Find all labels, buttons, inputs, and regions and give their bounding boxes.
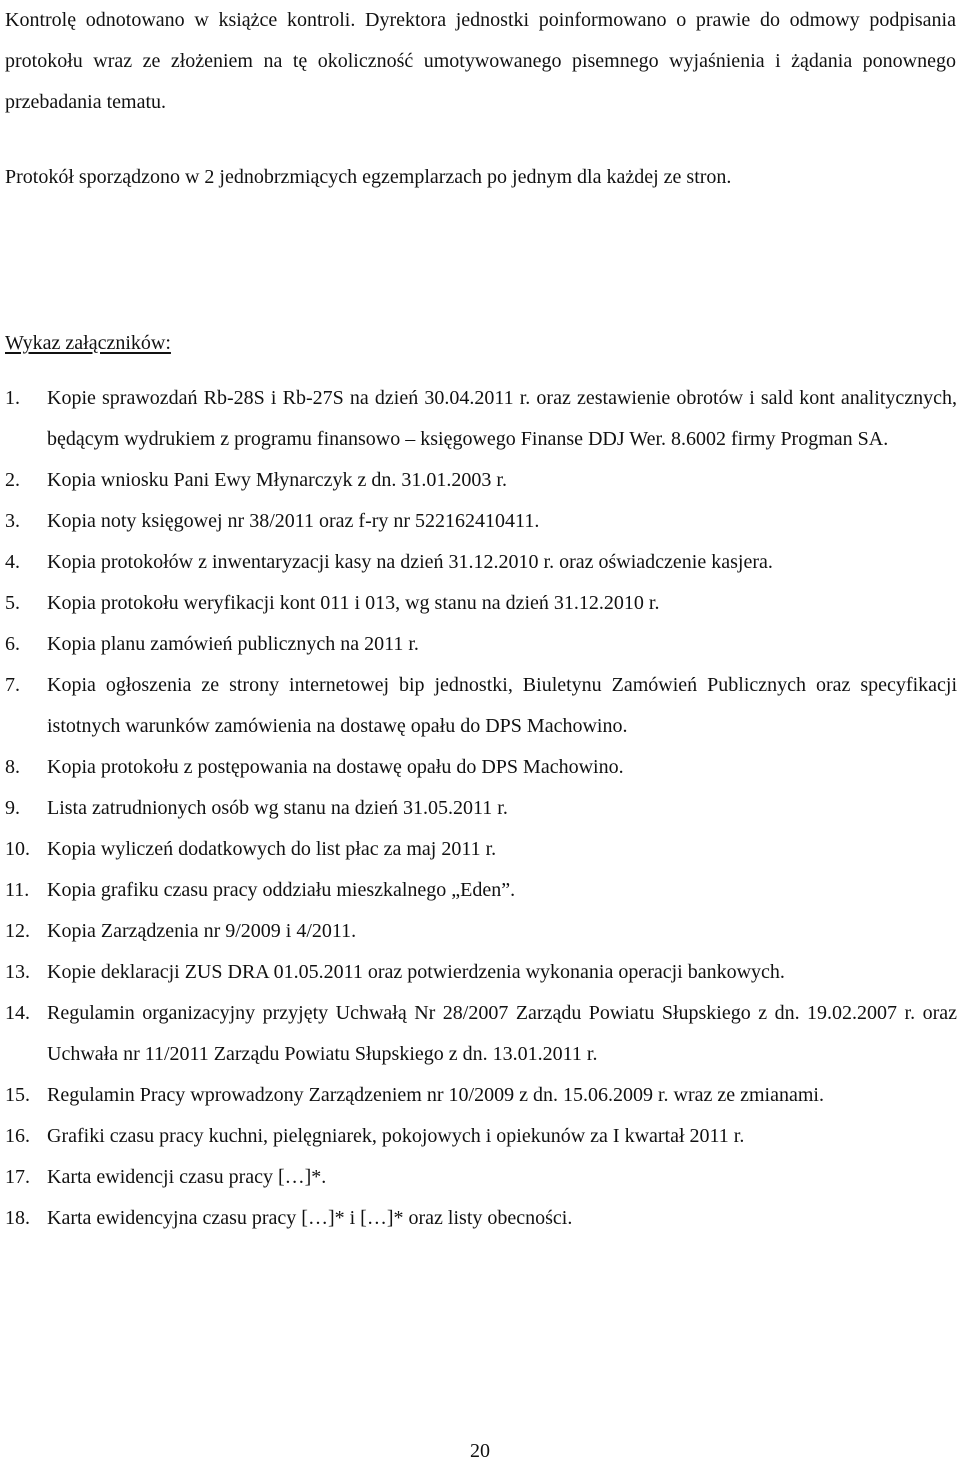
page-number: 20 bbox=[470, 1440, 490, 1462]
list-item-text: Regulamin Pracy wprowadzony Zarządzeniem nr 10/2009 z dn. 15.06.2009 r. wraz ze zmianami. bbox=[47, 1084, 824, 1106]
intro-paragraph: Kontrolę odnotowano w książce kontroli. Dyrektora jednostki poinformowano o prawie do odmowy podpisania protokołu wraz ze złożeniem na tę okoliczność umotywowanego pisemnego wyjaśnienia i żądania ponownego przebadania tematu. bbox=[5, 9, 956, 113]
list-item bbox=[0, 911, 960, 952]
list-item bbox=[0, 1157, 960, 1198]
list-item-number: 17. bbox=[5, 1166, 30, 1188]
list-item bbox=[0, 1198, 960, 1239]
list-item-text: Kopia ogłoszenia ze strony internetowej bip jednostki, Biuletynu Zamówień Publicznych oraz specyfikacji istotnych warunków zamówienia na dostawę opału do DPS Machowino. bbox=[47, 674, 957, 737]
list-item bbox=[0, 993, 960, 1075]
list-item-text: Kopia Zarządzenia nr 9/2009 i 4/2011. bbox=[47, 920, 357, 942]
list-item-number: 13. bbox=[5, 961, 30, 983]
list-item-text: Regulamin organizacyjny przyjęty Uchwałą Nr 28/2007 Zarządu Powiatu Słupskiego z dn. 19.02.2007 r. oraz Uchwała nr 11/2011 Zarządu Powiatu Słupskiego z dn. 13.01.2011 r. bbox=[47, 1002, 957, 1065]
list-item-number: 12. bbox=[5, 920, 30, 942]
list-item bbox=[0, 788, 960, 829]
attachments-heading: Wykaz załączników: bbox=[5, 332, 171, 354]
list-item bbox=[0, 952, 960, 993]
list-item-text: Kopia protokołów z inwentaryzacji kasy na dzień 31.12.2010 r. oraz oświadczenie kasjera. bbox=[47, 551, 773, 573]
list-item-text: Kopia protokołu weryfikacji kont 011 i 013, wg stanu na dzień 31.12.2010 r. bbox=[47, 592, 660, 614]
list-item bbox=[0, 665, 960, 747]
list-item-text: Kopia wyliczeń dodatkowych do list płac za maj 2011 r. bbox=[47, 838, 497, 860]
list-item-number: 1. bbox=[5, 387, 20, 409]
list-item bbox=[0, 1116, 960, 1157]
list-item-number: 16. bbox=[5, 1125, 30, 1147]
list-item-number: 14. bbox=[5, 1002, 30, 1024]
list-item-number: 5. bbox=[5, 592, 20, 614]
list-item-text: Kopia protokołu z postępowania na dostawę opału do DPS Machowino. bbox=[47, 756, 624, 778]
list-item-number: 18. bbox=[5, 1207, 30, 1229]
attachments-list bbox=[0, 378, 960, 1239]
list-item bbox=[0, 460, 960, 501]
list-item bbox=[0, 583, 960, 624]
list-item-number: 10. bbox=[5, 838, 30, 860]
list-item-number: 15. bbox=[5, 1084, 30, 1106]
list-item-text: Karta ewidencji czasu pracy […]*. bbox=[47, 1166, 327, 1188]
list-item bbox=[0, 542, 960, 583]
list-item bbox=[0, 378, 960, 460]
list-item bbox=[0, 1075, 960, 1116]
list-item-number: 3. bbox=[5, 510, 20, 532]
list-item-text: Lista zatrudnionych osób wg stanu na dzień 31.05.2011 r. bbox=[47, 797, 508, 819]
list-item-number: 11. bbox=[5, 879, 30, 901]
list-item-number: 6. bbox=[5, 633, 20, 655]
list-item-text: Grafiki czasu pracy kuchni, pielęgniarek, pokojowych i opiekunów za I kwartał 2011 r. bbox=[47, 1125, 745, 1147]
list-item-text: Kopie deklaracji ZUS DRA 01.05.2011 oraz potwierdzenia wykonania operacji bankowych. bbox=[47, 961, 785, 983]
list-item bbox=[0, 501, 960, 542]
list-item-number: 4. bbox=[5, 551, 20, 573]
list-item bbox=[0, 624, 960, 665]
list-item-number: 9. bbox=[5, 797, 20, 819]
list-item bbox=[0, 870, 960, 911]
list-item-number: 7. bbox=[5, 674, 20, 696]
list-item-text: Kopie sprawozdań Rb-28S i Rb-27S na dzień 30.04.2011 r. oraz zestawienie obrotów i sald kont analitycznych, będącym wydrukiem z programu finansowo – księgowego Finanse DDJ Wer. 8.6002 firmy Progman SA. bbox=[47, 387, 957, 450]
list-item-number: 8. bbox=[5, 756, 20, 778]
list-item-text: Kopia planu zamówień publicznych na 2011 r. bbox=[47, 633, 419, 655]
list-item-text: Karta ewidencyjna czasu pracy […]* i […]* oraz listy obecności. bbox=[47, 1207, 573, 1229]
list-item-text: Kopia noty księgowej nr 38/2011 oraz f-ry nr 522162410411. bbox=[47, 510, 540, 532]
list-item bbox=[0, 747, 960, 788]
list-item bbox=[0, 829, 960, 870]
list-item-text: Kopia wniosku Pani Ewy Młynarczyk z dn. 31.01.2003 r. bbox=[47, 469, 507, 491]
list-item-number: 2. bbox=[5, 469, 20, 491]
list-item-text: Kopia grafiku czasu pracy oddziału mieszkalnego „Eden”. bbox=[47, 879, 516, 901]
protocol-copies-paragraph: Protokół sporządzono w 2 jednobrzmiących egzemplarzach po jednym dla każdej ze stron. bbox=[5, 166, 732, 188]
